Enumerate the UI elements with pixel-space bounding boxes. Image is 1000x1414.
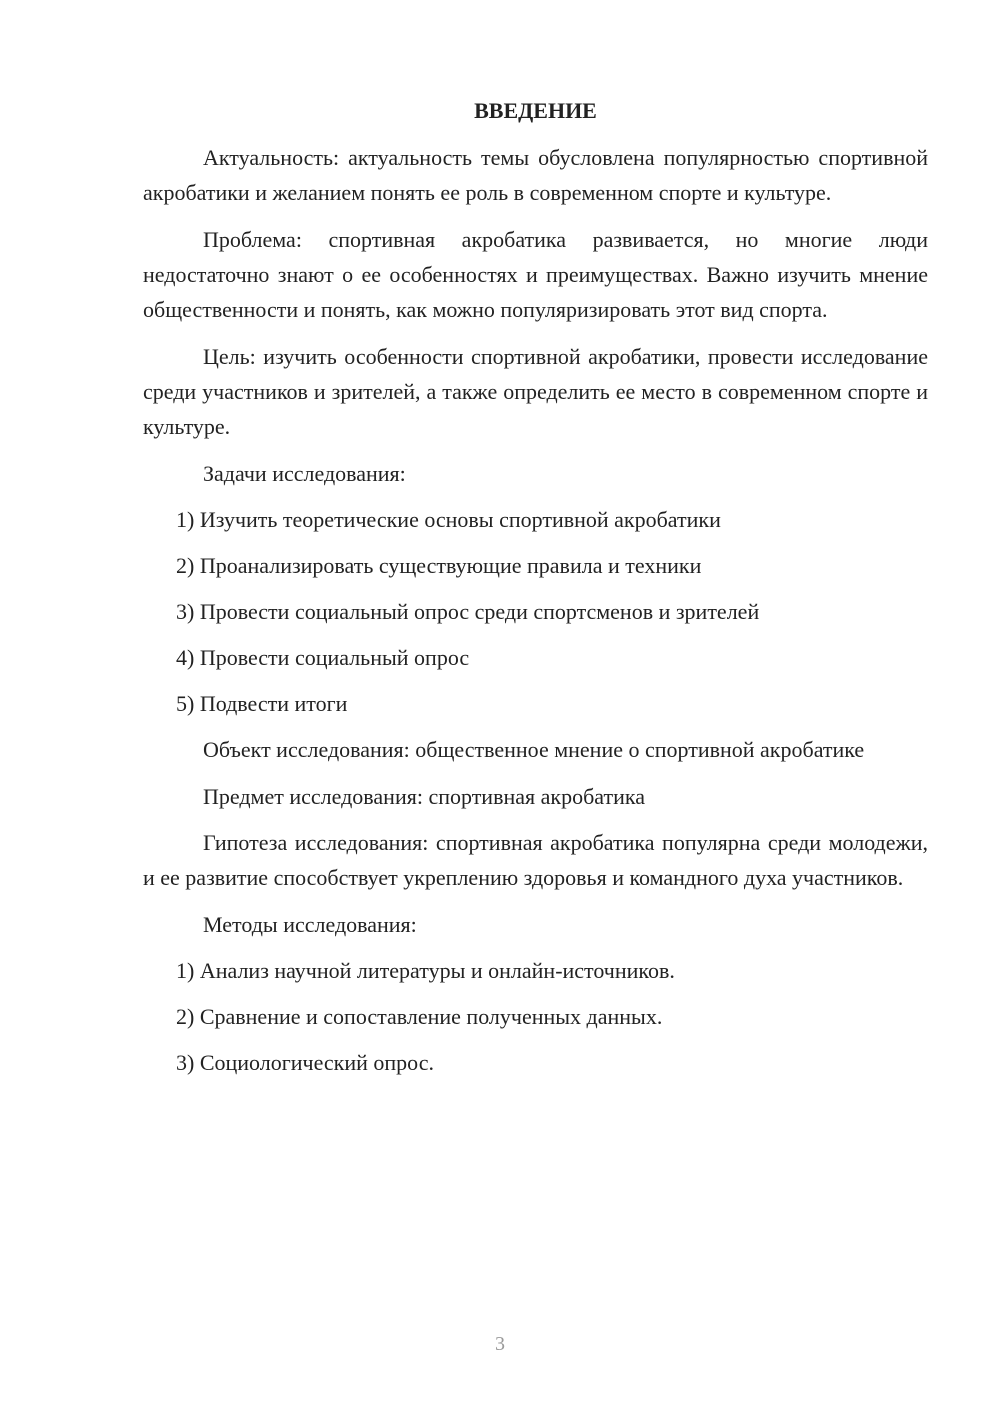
document-page: [143, 96, 928, 1091]
list-item: 1) Изучить теоретические основы спортивной акробатики: [176, 507, 721, 532]
subject-paragraph: Предмет исследования: спортивная акробатика: [203, 784, 645, 809]
object-paragraph: Объект исследования: общественное мнение о спортивной акробатике: [203, 737, 865, 762]
list-item: 3) Социологический опрос.: [176, 1050, 434, 1075]
list-item: 1) Анализ научной литературы и онлайн-источников.: [176, 958, 675, 983]
hypothesis-paragraph: Гипотеза исследования: спортивная акробатика популярна среди молодежи, и ее развитие способствует укреплению здоровья и командного духа участников.: [143, 830, 928, 890]
list-item: 5) Подвести итоги: [176, 691, 348, 716]
list-item: 4) Провести социальный опрос: [176, 645, 470, 670]
list-item: 3) Провести социальный опрос среди спортсменов и зрителей: [176, 599, 760, 624]
goal-paragraph: Цель: изучить особенности спортивной акробатики, провести исследование среди участников и зрителей, а также определить ее место в современном спорте и культуре.: [143, 344, 928, 439]
tasks-list: [143, 502, 928, 721]
page-title: ВВЕДЕНИЕ: [474, 98, 597, 123]
list-item: 2) Сравнение и сопоставление полученных данных.: [176, 1004, 663, 1029]
methods-list: [143, 953, 928, 1080]
methods-heading: Методы исследования:: [203, 912, 417, 937]
page-number: 3: [495, 1333, 505, 1355]
problem-paragraph: Проблема: спортивная акробатика развивается, но многие люди недостаточно знают о ее особенностях и преимуществах. Важно изучить мнение общественности и понять, как можно популяризировать этот вид спорта.: [143, 227, 928, 322]
list-item: 2) Проанализировать существующие правила и техники: [176, 553, 702, 578]
tasks-heading: Задачи исследования:: [203, 461, 406, 486]
relevance-paragraph: Актуальность: актуальность темы обусловлена популярностью спортивной акробатики и желанием понять ее роль в современном спорте и культуре.: [143, 145, 928, 205]
